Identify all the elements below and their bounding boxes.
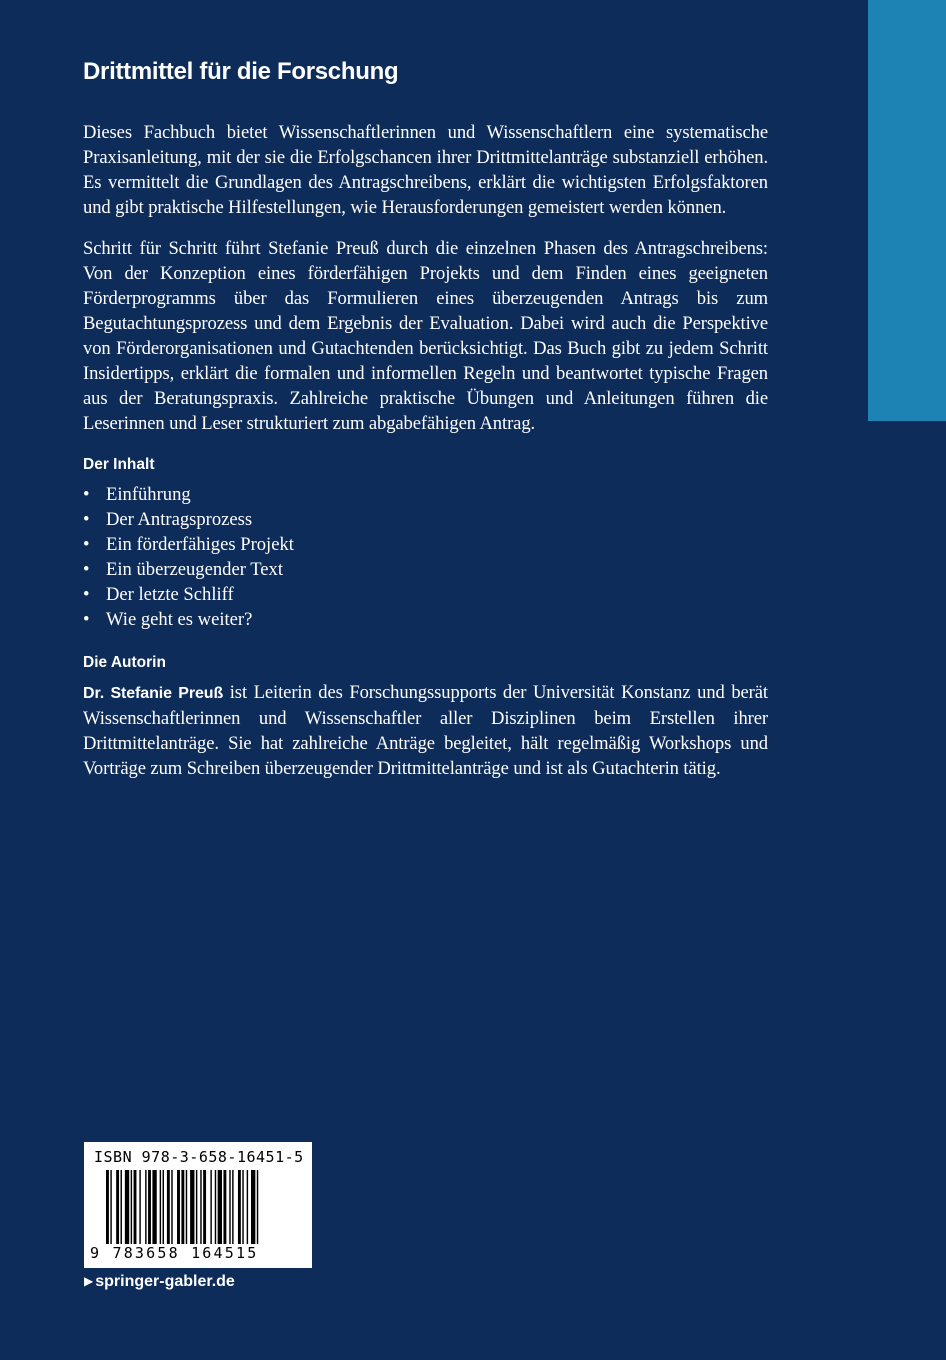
- barcode-bar: [163, 1170, 164, 1244]
- barcode-bar: [152, 1170, 156, 1244]
- barcode-bar: [134, 1170, 137, 1244]
- barcode-bar: [160, 1170, 161, 1244]
- barcode-bar: [232, 1170, 233, 1244]
- accent-strip: [868, 0, 946, 421]
- barcode-bar: [200, 1170, 201, 1244]
- barcode-bar: [106, 1170, 109, 1244]
- back-cover-text: [83, 58, 768, 797]
- bullet-icon: •: [83, 584, 90, 605]
- barcode-digits: 9 783658 164515: [90, 1244, 259, 1262]
- barcode-bar: [203, 1170, 206, 1244]
- description-paragraph-2: Schritt für Schritt führt Stefanie Preuß durch die einzelnen Phasen des Antragschreibens: Von der Konzeption eines förderfähigen Projekts und dem Finden eines geeigneten Förderprogramms über das Formulieren eines überzeugenden Antrags bis zum Begutachtungsprozess und dem Ergebnis der Evaluation. Dabei wird auch die Perspektive von Förderorganisationen und Gutachtenden berücksichtigt. Das Buch gibt zu jedem Schritt Insidertipps, erklärt die formalen und informellen Regeln und beantwortet typische Fragen aus der Beratungspraxis. Zahlreiche praktische Übungen und Anleitungen führen die Leserinnen und Leser strukturiert zum abgabefähigen Antrag.: [83, 238, 768, 434]
- list-item: • Ein förderfähiges Projekt: [83, 534, 294, 555]
- barcode-bar: [167, 1170, 170, 1244]
- barcode-bar: [171, 1170, 172, 1244]
- contents-heading: Der Inhalt: [83, 456, 155, 473]
- author-bio: [83, 680, 768, 781]
- barcode-bar: [148, 1170, 151, 1244]
- list-item: • Der Antragsprozess: [83, 509, 253, 530]
- list-item: • Ein überzeugender Text: [83, 559, 283, 580]
- triangle-right-icon: ▶: [84, 1274, 94, 1288]
- barcode-bar: [238, 1170, 241, 1244]
- author-bio-text: ist Leiterin des Forschungssupports der Universität Konstanz und berät Wissenschaftlerinnen und Wissenschaftler aller Disziplinen beim Erstellen ihrer Drittmittelanträge. Sie hat zahlreiche Anträge begleitet, hält regelmäßig Workshops und Vorträge zum Schreiben überzeugender Drittmittelanträge und ist als Gutachterin tätig.: [83, 682, 768, 779]
- barcode-bar: [218, 1170, 222, 1244]
- barcode-bar: [181, 1170, 184, 1244]
- contents-list: [83, 482, 768, 632]
- bullet-icon: •: [83, 509, 90, 530]
- barcode-bar: [223, 1170, 226, 1244]
- isbn-label: ISBN 978-3-658-16451-5: [94, 1148, 304, 1166]
- barcode-bar: [186, 1170, 187, 1244]
- bullet-icon: •: [83, 534, 90, 555]
- author-name: Dr. Stefanie Preuß: [83, 685, 224, 702]
- book-title: Drittmittel für die Forschung: [83, 58, 399, 85]
- website-url: springer-gabler.de: [95, 1273, 235, 1290]
- isbn-barcode: [84, 1142, 312, 1268]
- barcode-bar: [257, 1170, 258, 1244]
- barcode-bar: [196, 1170, 197, 1244]
- barcode-bar: [131, 1170, 132, 1244]
- bullet-icon: •: [83, 484, 90, 505]
- barcode-bar: [139, 1170, 140, 1244]
- publisher-website[interactable]: [84, 1273, 235, 1291]
- bullet-icon: •: [83, 559, 90, 580]
- barcode-bar: [125, 1170, 129, 1244]
- author-heading: Die Autorin: [83, 654, 166, 671]
- barcode-bar: [215, 1170, 216, 1244]
- list-item: • Der letzte Schliff: [83, 584, 234, 605]
- barcode-bar: [210, 1170, 211, 1244]
- barcode-bar: [190, 1170, 194, 1244]
- list-item: • Wie geht es weiter?: [83, 609, 253, 630]
- barcode-bar: [251, 1170, 255, 1244]
- bullet-icon: •: [83, 609, 90, 630]
- barcode-bar: [110, 1170, 111, 1244]
- list-item: • Einführung: [83, 484, 191, 505]
- barcode-bar: [242, 1170, 243, 1244]
- description-paragraph-1: Dieses Fachbuch bietet Wissenschaftlerinnen und Wissenschaftlern eine systematische Praxisanleitung, mit der sie die Erfolgschancen ihrer Drittmittelanträge substanziell erhöhen. Es vermittelt die Grundlagen des Antragschreibens, erklärt die wichtigsten Erfolgsfaktoren und gibt praktische Hilfestellungen, wie Herausforderungen gemeistert werden können.: [83, 122, 768, 218]
- barcode-bar: [116, 1170, 119, 1244]
- barcode-bar: [177, 1170, 180, 1244]
- barcode-bar: [247, 1170, 248, 1244]
- barcode-bar: [145, 1170, 146, 1244]
- barcode-bars: [106, 1170, 296, 1244]
- barcode-bar: [121, 1170, 122, 1244]
- barcode-bar: [229, 1170, 230, 1244]
